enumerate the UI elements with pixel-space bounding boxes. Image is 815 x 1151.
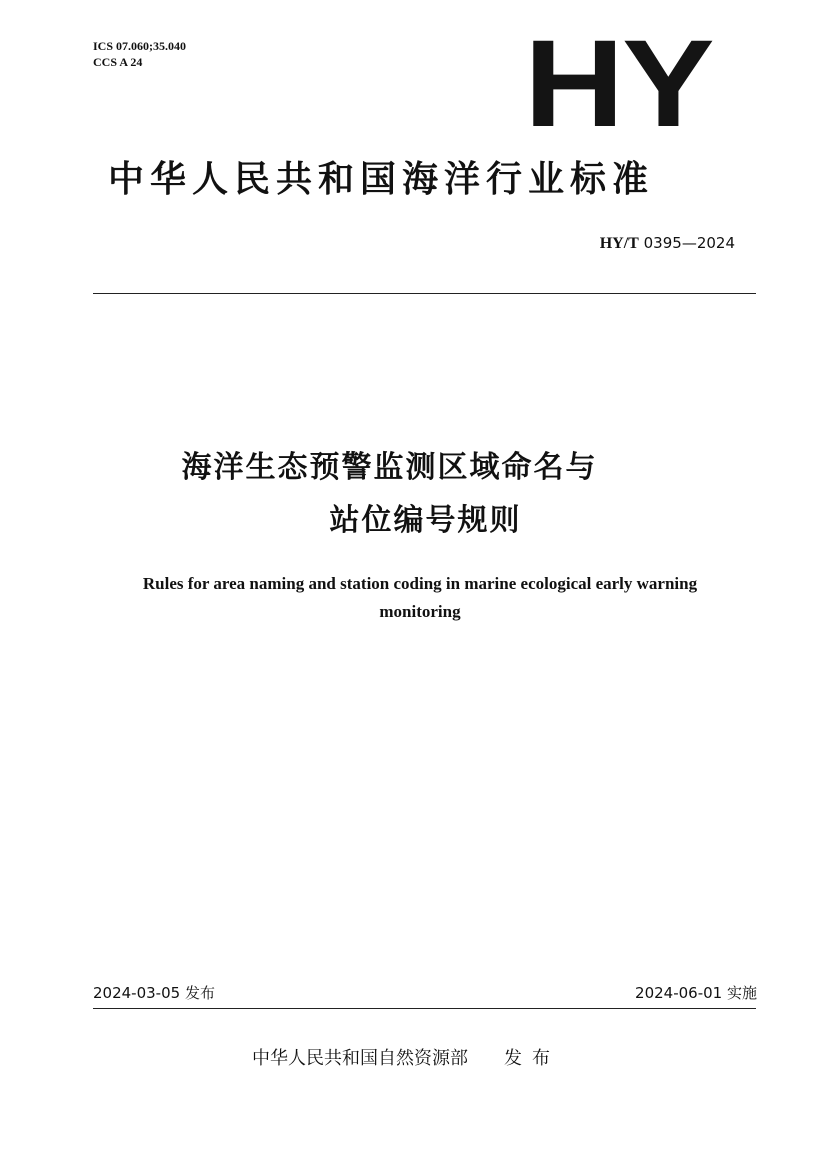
issuer-name: 中华人民共和国自然资源部 xyxy=(252,1048,468,1069)
release-date: 2024-03-05 发布 xyxy=(93,984,215,1002)
standard-code xyxy=(600,232,735,255)
top-divider xyxy=(93,293,756,294)
issuer xyxy=(252,1044,560,1074)
chinese-title-line-2: 站位编号规则 xyxy=(329,503,522,538)
classification-codes xyxy=(93,38,186,70)
standard-code-prefix: HY/T xyxy=(599,235,639,252)
chinese-title-line-1: 海洋生态预警监测区域命名与 xyxy=(181,450,598,485)
bottom-divider xyxy=(93,1008,756,1009)
standard-type-title: 中华人民共和国海洋行业标准 xyxy=(108,159,655,200)
implementation-date: 2024-06-01 实施 xyxy=(635,984,757,1002)
hy-logo: HY xyxy=(524,15,713,153)
issuer-verb: 发布 xyxy=(504,1048,560,1069)
english-title: Rules for area naming and station coding in marine ecological early warning monitoring xyxy=(142,574,698,621)
ccs-code: CCS A 24 xyxy=(93,55,143,69)
standard-code-number: 0395—2024 xyxy=(643,234,735,252)
ics-code: ICS 07.060;35.040 xyxy=(93,39,187,53)
